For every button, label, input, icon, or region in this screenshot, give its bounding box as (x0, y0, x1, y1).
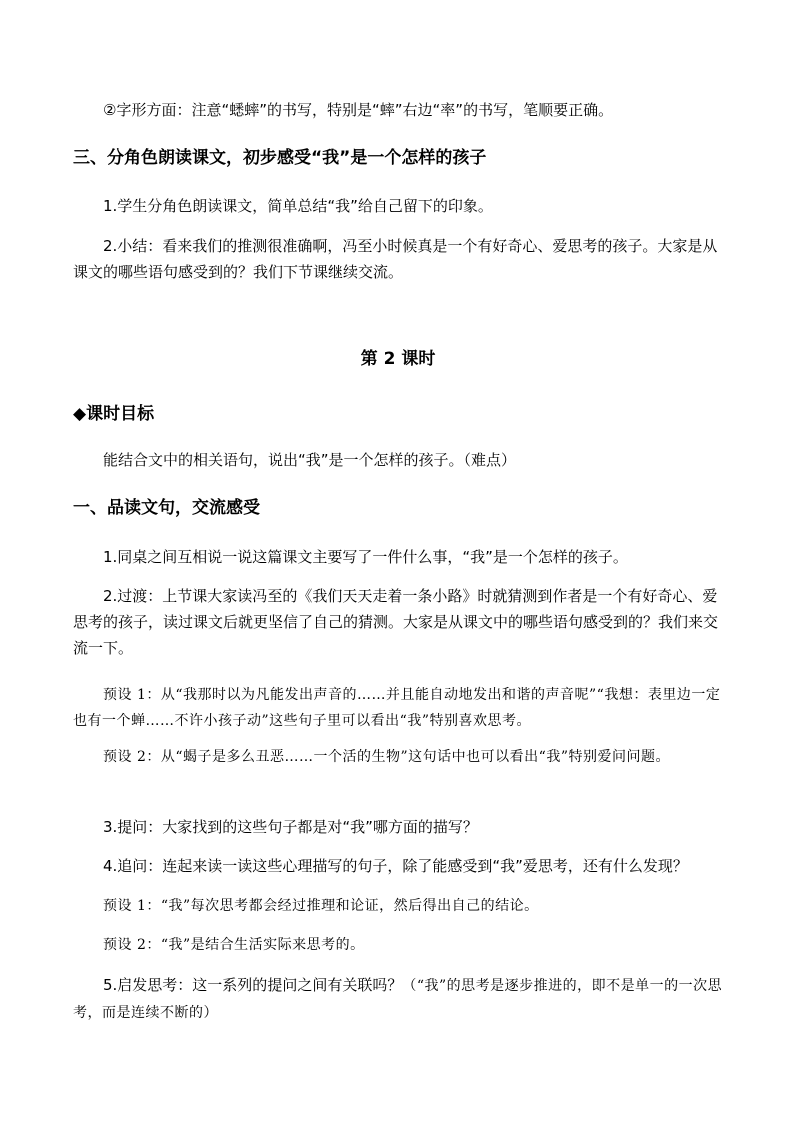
question-3: 3.提问：大家找到的这些句子都是对“我”哪方面的描写？ (103, 818, 478, 836)
question-5-text: 5.启发思考：这一系列的提问之间有关联吗？ (103, 976, 403, 994)
preset-3: 预设 1：“我”每次思考都会经过推理和论证，然后得出自己的结论。 (103, 898, 539, 914)
section-heading-3: 三、分角色朗读课文，初步感受“我”是一个怎样的孩子 (73, 148, 487, 168)
question-4: 4.追问：连起来读一读这些心理描写的句子，除了能感受到“我”爱思考，还有什么发现？ (103, 857, 688, 875)
paragraph-1: 1.学生分角色朗读课文，简单总结“我”给自己留下的印象。 (103, 197, 493, 215)
lesson-2-title: 第 2 课时 (360, 349, 436, 369)
lesson-goal-text: 能结合文中的相关语句，说出“我”是一个怎样的孩子。（难点） (103, 451, 517, 469)
paragraph-glyph-writing: ②字形方面：注意“蟋蟀”的书写，特别是“蟀”右边“率”的书写，笔顺要正确。 (103, 101, 614, 119)
preset-2: 预设 2：从“蝎子是多么丑恶……一个活的生物”这句话中也可以看出“我”特别爱问问题。 (103, 749, 670, 765)
question-1: 1.同桌之间互相说一说这篇课文主要写了一件什么事，“我”是一个怎样的孩子。 (103, 548, 628, 566)
section-heading-1: 一、品读文句，交流感受 (73, 498, 260, 518)
preset-4: 预设 2：“我”是结合生活实际来思考的。 (103, 937, 365, 953)
question-5 (73, 972, 723, 1026)
question-5-note: （“我”的思考是逐步推进的，即不是单一的一次思考，而是连续不断的） (73, 978, 723, 1021)
paragraph-2-summary: 2.小结：看来我们的推测很准确啊，冯至小时候真是一个有好奇心、爱思考的孩子。大家是从课文的哪些语句感受到的？我们下节课继续交流。 (73, 237, 718, 281)
lesson-goal-heading: ◆课时目标 (73, 404, 155, 424)
question-2-transition: 2.过渡：上节课大家读冯至的《我们天天走着一条小路》时就猜测到作者是一个有好奇心、爱思考的孩子，读过课文后就更坚信了自己的猜测。大家是从课文中的哪些语句感受到的？我们来交流一下。 (73, 587, 719, 657)
preset-1: 预设 1：从“我那时以为凡能发出声音的……并且能自动地发出和谐的声音呢”“我想：表里边一定也有一个蝉……不许小孩子动”这些句子里可以看出“我”特别喜欢思考。 (73, 687, 721, 729)
